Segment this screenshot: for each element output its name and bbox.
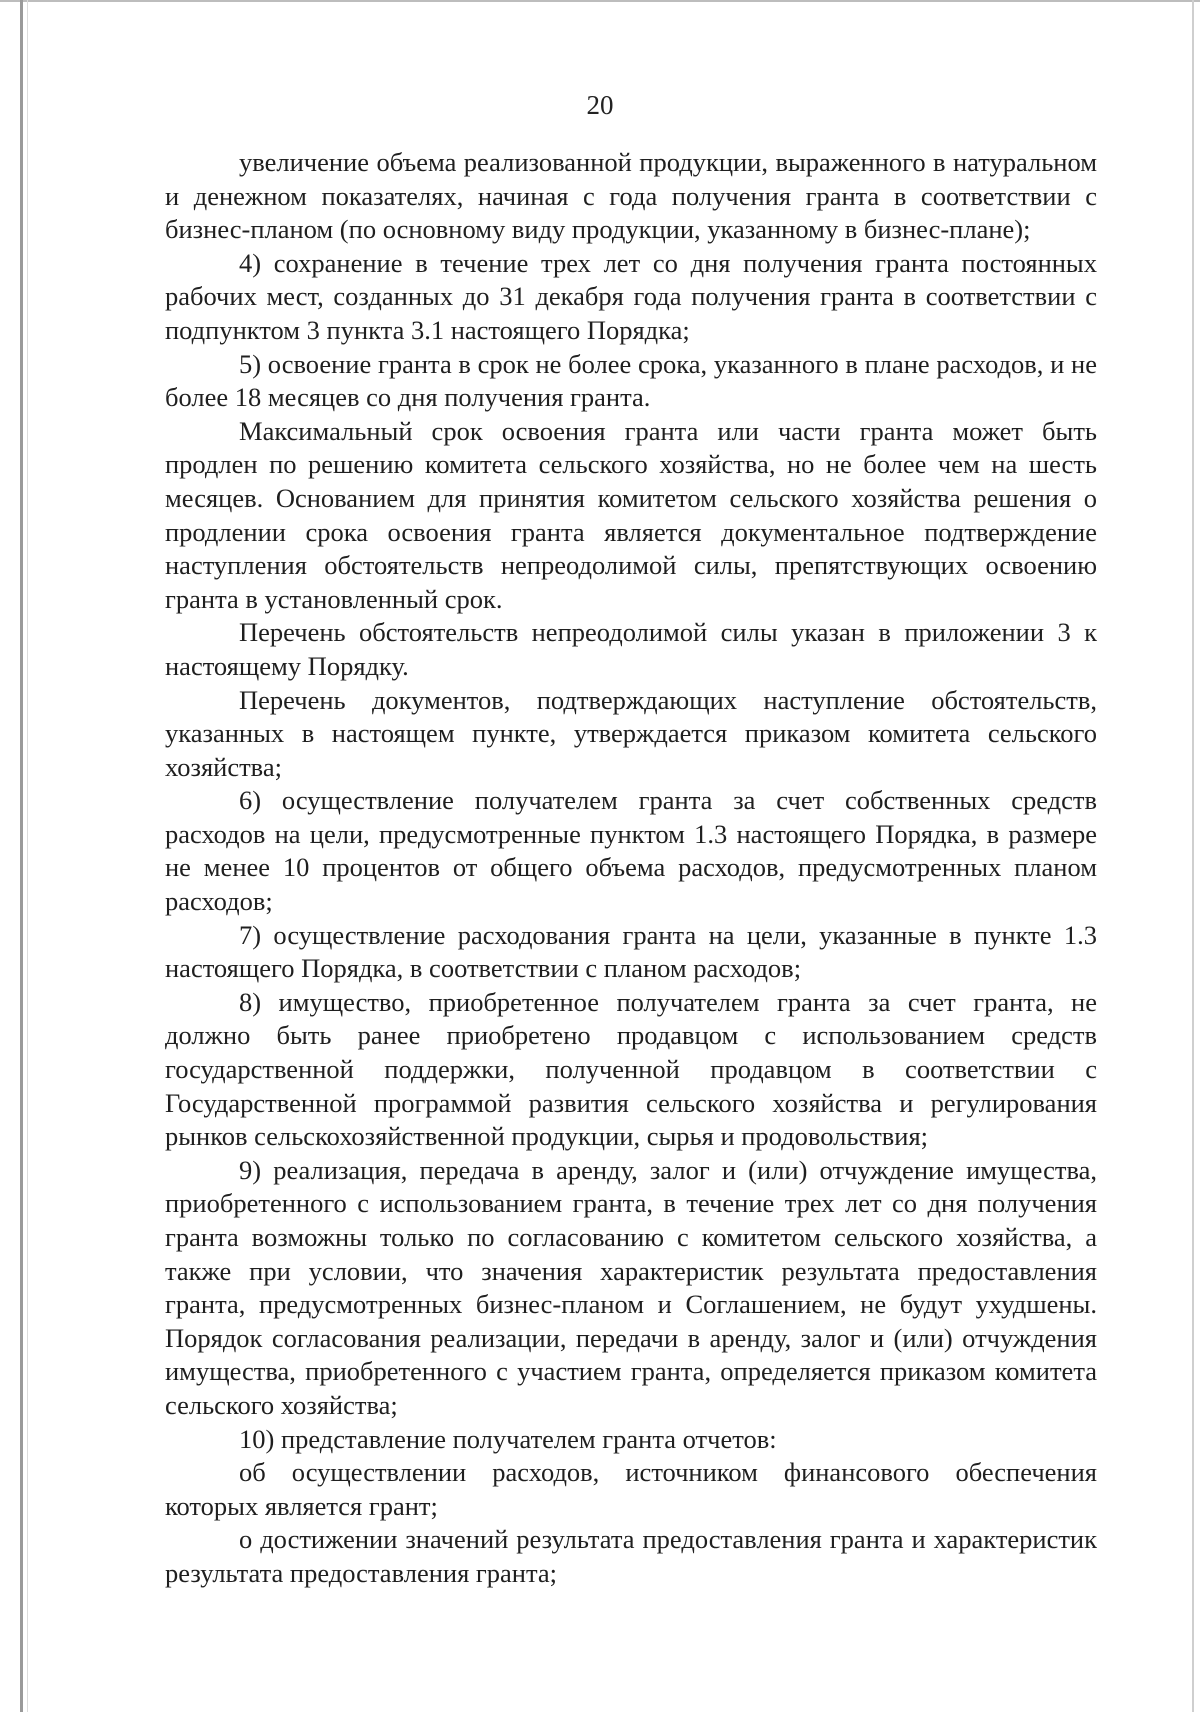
paragraph-item-7: 7) осуществление расходования гранта на цели, указанные в пункте 1.3 настоящего Порядка, в соответствии с планом расходов; bbox=[165, 919, 1097, 984]
paragraph-item-9: 9) реализация, передача в аренду, залог и (или) отчуждение имущества, приобретенного с использованием гранта, в течение трех лет со дня получения гранта возможны только по согласованию с комитетом сельского хозяйства, а также при условии, что значения характеристик результата предоставления гранта, предусмотренных бизнес-планом и Соглашением, не будут ухудшены. Порядок согласования реализации, передачи в аренду, залог и (или) отчуждения имущества, приобретенного с участием гранта, определяется приказом комитета сельского хозяйства; bbox=[165, 1154, 1097, 1420]
paragraph-report-expenses: об осуществлении расходов, источником финансового обеспечения которых является грант; bbox=[165, 1457, 1097, 1521]
paragraph-documents-list: Перечень документов, подтверждающих наступление обстоятельств, указанных в настоящем пункте, утверждается приказом комитета сельского хозяйства; bbox=[165, 684, 1097, 782]
page-number: 20 bbox=[586, 90, 614, 120]
scan-edge-top bbox=[0, 0, 1200, 2]
paragraph-item-4: 4) сохранение в течение трех лет со дня получения гранта постоянных рабочих мест, созданных до 31 декабря года получения гранта в соответствии с подпунктом 3 пункта 3.1 настоящего Порядка; bbox=[165, 247, 1097, 345]
paragraph-force-majeure-list: Перечень обстоятельств непреодолимой силы указан в приложении 3 к настоящему Порядку. bbox=[165, 617, 1097, 681]
scan-edge-left bbox=[20, 0, 23, 1712]
paragraph-results-increase: увеличение объема реализованной продукции, выраженного в натуральном и денежном показателях, начиная с года получения гранта в соответствии с бизнес-планом (по основному виду продукции, указанному в бизнес-плане); bbox=[165, 147, 1097, 245]
paragraph-item-10: 10) представление получателем гранта отчетов: bbox=[239, 1423, 777, 1454]
document-body bbox=[165, 146, 1097, 1591]
paragraph-report-results: о достижении значений результата предоставления гранта и характеристик результата предоставления гранта; bbox=[165, 1524, 1097, 1588]
scan-edge-left-inner bbox=[27, 0, 28, 1712]
paragraph-item-5: 5) освоение гранта в срок не более срока, указанного в плане расходов, и не более 18 месяцев со дня получения гранта. bbox=[165, 348, 1097, 413]
paragraph-max-term: Максимальный срок освоения гранта или части гранта может быть продлен по решению комитета сельского хозяйства, но не более чем на шесть месяцев. Основанием для принятия комитетом сельского хозяйства решения о продлении срока освоения гранта является документальное подтверждение наступления обстоятельств непреодолимой силы, препятствующих освоению гранта в установленный срок. bbox=[165, 415, 1097, 614]
paragraph-item-6: 6) осуществление получателем гранта за счет собственных средств расходов на цели, предусмотренные пунктом 1.3 настоящего Порядка, в размере не менее 10 процентов от общего объема расходов, предусмотренных планом расходов; bbox=[165, 785, 1097, 917]
scan-edge-right bbox=[1192, 0, 1194, 1712]
paragraph-item-8: 8) имущество, приобретенное получателем гранта за счет гранта, не должно быть ранее приобретено продавцом с использованием средств государственной поддержки, полученной продавцом в соответствии с Государственной программой развития сельского хозяйства и регулирования рынков сельскохозяйственной продукции, сырья и продовольствия; bbox=[165, 986, 1097, 1152]
